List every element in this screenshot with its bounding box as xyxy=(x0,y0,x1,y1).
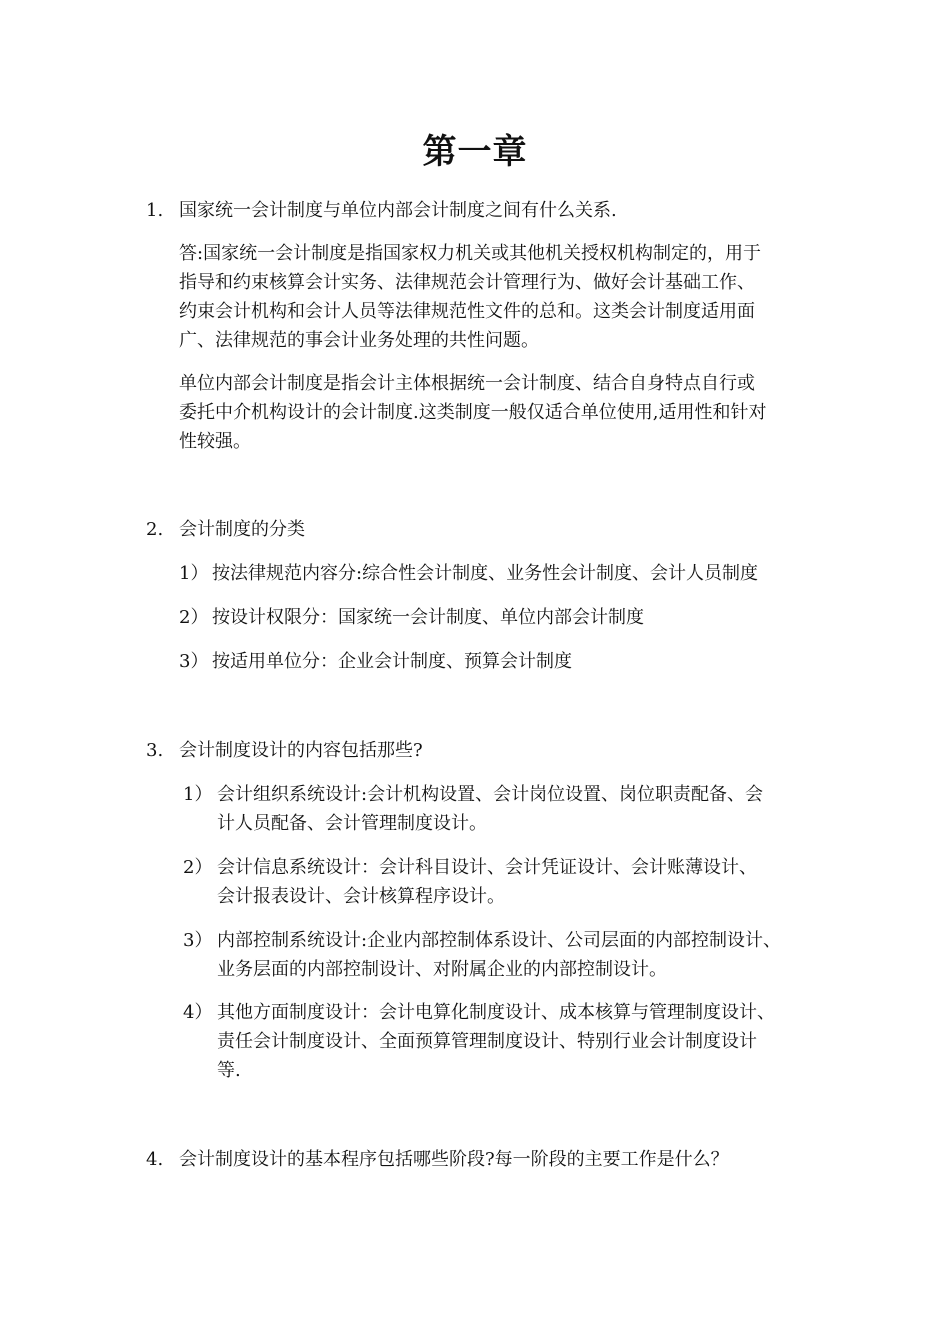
question-text: 会计制度设计的基本程序包括哪些阶段?每一阶段的主要工作是什么？ xyxy=(179,1149,729,1170)
item-line: 计人员配备、会计管理制度设计。 xyxy=(217,813,487,834)
item-line: 其他方面制度设计：会计电算化制度设计、成本核算与管理制度设计、 xyxy=(217,1002,775,1023)
item-number: 2） xyxy=(183,857,213,878)
item-text xyxy=(217,780,763,838)
item-line: 等. xyxy=(217,1060,241,1081)
item-line: 会计信息系统设计：会计科目设计、会计凭证设计、会计账薄设计、 xyxy=(217,857,757,878)
item-text xyxy=(217,926,781,984)
item-text: 按适用单位分：企业会计制度、预算会计制度 xyxy=(212,651,572,672)
item-text xyxy=(217,853,757,911)
item-number: 3） xyxy=(183,930,213,951)
item-line: 会计组织系统设计:会计机构设置、会计岗位设置、岗位职责配备、会 xyxy=(217,784,764,805)
item-number: 4） xyxy=(183,1002,213,1023)
q1-answer-paragraph-1 xyxy=(179,239,809,355)
q1-answer-paragraph-2 xyxy=(179,369,809,456)
item-line: 会计报表设计、会计核算程序设计。 xyxy=(217,886,505,907)
paragraph-line: 委托中介机构设计的会计制度.这类制度一般仅适合单位使用,适用性和针对 xyxy=(179,402,767,423)
paragraph-line: 答:国家统一会计制度是指国家权力机关或其他机关授权机构制定的，用于 xyxy=(179,243,762,264)
question-number: 2. xyxy=(146,519,164,540)
paragraph-line: 指导和约束核算会计实务、法律规范会计管理行为、做好会计基础工作、 xyxy=(179,272,755,293)
question-number: 4. xyxy=(146,1149,164,1170)
question-text: 会计制度设计的内容包括那些? xyxy=(179,740,423,761)
question-number: 3. xyxy=(146,740,164,761)
item-number: 1） xyxy=(179,563,209,584)
item-text: 按法律规范内容分:综合性会计制度、业务性会计制度、会计人员制度 xyxy=(212,563,759,584)
paragraph-line: 单位内部会计制度是指会计主体根据统一会计制度、结合自身特点自行或 xyxy=(179,373,755,394)
paragraph-line: 广、法律规范的事会计业务处理的共性问题。 xyxy=(179,330,539,351)
item-number: 1） xyxy=(183,784,213,805)
item-line: 业务层面的内部控制设计、对附属企业的内部控制设计。 xyxy=(217,959,667,980)
question-text: 国家统一会计制度与单位内部会计制度之间有什么关系. xyxy=(179,200,617,221)
item-text: 按设计权限分：国家统一会计制度、单位内部会计制度 xyxy=(212,607,644,628)
item-number: 3） xyxy=(179,651,209,672)
item-text xyxy=(217,998,775,1085)
chapter-title: 第一章 xyxy=(422,132,528,172)
item-line: 责任会计制度设计、全面预算管理制度设计、特别行业会计制度设计 xyxy=(217,1031,757,1052)
item-line: 内部控制系统设计:企业内部控制体系设计、公司层面的内部控制设计、 xyxy=(217,930,782,951)
paragraph-line: 性较强。 xyxy=(179,431,251,452)
question-text: 会计制度的分类 xyxy=(179,519,305,540)
item-number: 2） xyxy=(179,607,209,628)
paragraph-line: 约束会计机构和会计人员等法律规范性文件的总和。这类会计制度适用面 xyxy=(179,301,755,322)
question-number: 1. xyxy=(146,200,164,221)
